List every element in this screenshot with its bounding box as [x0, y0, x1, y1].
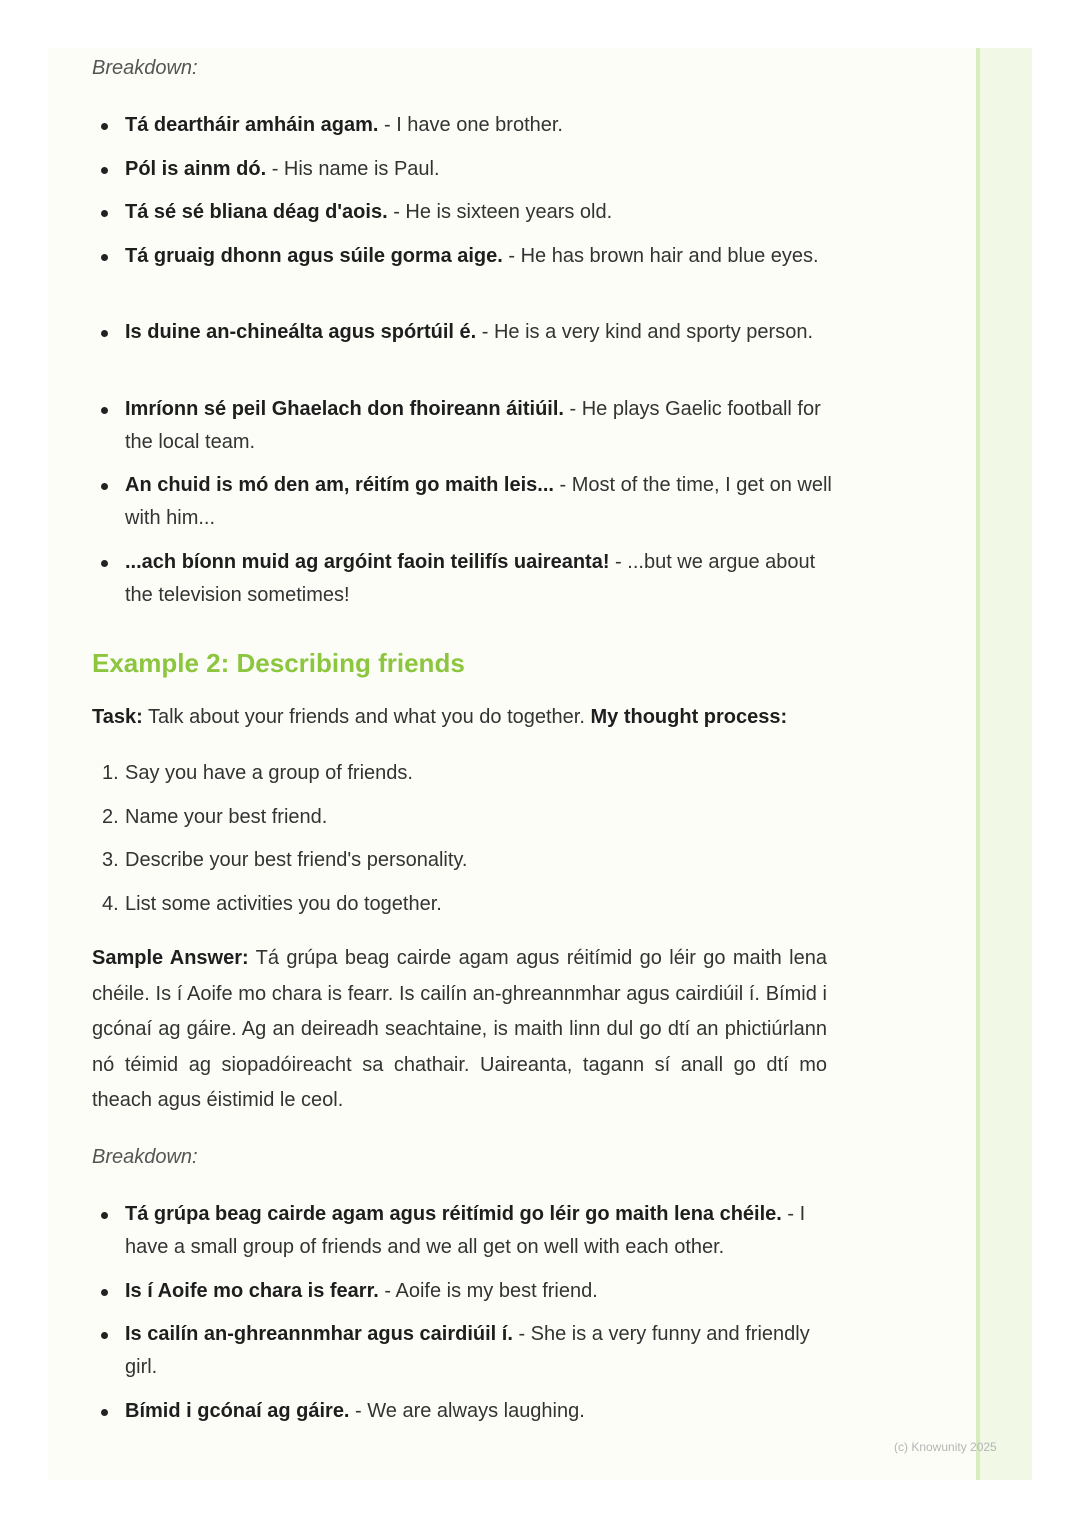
step-number: 4. [102, 892, 119, 915]
irish-phrase: An chuid is mó den am, réitím go maith leis... [125, 474, 554, 496]
sample-answer-paragraph [92, 941, 827, 1119]
list-item [92, 757, 832, 801]
english-translation: - We are always laughing. [349, 1399, 585, 1422]
english-translation: - She is a very funny and friendly girl. [125, 1323, 810, 1378]
list-item [92, 316, 832, 393]
english-translation: - He has brown hair and blue eyes. [502, 244, 819, 267]
thought-process-label: My thought process: [590, 706, 788, 728]
list-item [92, 109, 832, 153]
list-item [92, 1275, 832, 1319]
english-translation: - His name is Paul. [266, 157, 440, 180]
irish-phrase: Imríonn sé peil Ghaelach don fhoireann áitiúil. [125, 397, 564, 420]
list-item [92, 1198, 832, 1275]
english-translation: - Aoife is my best friend. [378, 1279, 598, 1302]
task-text: Talk about your friends and what you do together. [142, 706, 591, 728]
english-translation: - ...but we argue about the television sometimes! [125, 550, 816, 606]
list-item [92, 546, 832, 612]
step-text: Say you have a group of friends. [125, 762, 413, 784]
irish-phrase: ...ach bíonn muid ag argóint faoin teilifís uaireanta! [125, 550, 610, 573]
irish-phrase: Tá deartháir amháin agam. [125, 114, 379, 136]
thought-process-list [92, 757, 832, 931]
list-item [92, 393, 832, 470]
list-item [92, 240, 832, 317]
list-item [92, 801, 832, 845]
irish-phrase: Is í Aoife mo chara is fearr. [125, 1279, 379, 1302]
irish-phrase: Tá sé sé bliana déag d'aois. [125, 201, 388, 223]
task-label: Task: [92, 706, 143, 728]
side-margin-strip [976, 48, 1032, 1480]
list-item [92, 1318, 832, 1395]
breakdown-list-2 [92, 1198, 832, 1435]
copyright-footer: (c) Knowunity 2025 [894, 1440, 997, 1454]
breakdown-label: Breakdown: [92, 1146, 198, 1168]
list-item [92, 844, 832, 888]
side-margin-line [976, 48, 980, 1480]
step-text: List some activities you do together. [125, 892, 442, 915]
step-number: 3. [102, 849, 119, 871]
document-page [48, 48, 1032, 1480]
list-item [92, 1395, 832, 1435]
step-number: 1. [102, 762, 119, 784]
step-number: 2. [102, 805, 119, 828]
task-paragraph [92, 701, 832, 734]
irish-phrase: Bímid i gcónaí ag gáire. [125, 1399, 350, 1422]
breakdown-list-1 [92, 109, 832, 612]
sample-answer-label: Sample Answer: [92, 947, 249, 969]
english-translation: - I have one brother. [378, 114, 563, 136]
irish-phrase: Tá gruaig dhonn agus súile gorma aige. [125, 244, 503, 267]
irish-phrase: Pól is ainm dó. [125, 157, 267, 180]
list-item [92, 153, 832, 197]
sample-answer-text: Tá grúpa beag cairde agam agus réitímid go léir go maith lena chéile. Is í Aoife mo chara is fearr. Is cailín an-ghreannmhar agus cairdiúil í. Bímid i gcónaí ag gáire. Ag an deireadh seachtaine, is maith linn dul go dtí an phictiúrlann nó téimid ag siopadóireacht sa chathair. Uaireanta, tagann sí anall go dtí mo theach agus éistimid le ceol. [92, 947, 827, 1111]
irish-phrase: Is duine an-chineálta agus spórtúil é. [125, 321, 477, 343]
irish-phrase: Tá grúpa beag cairde agam agus réitímid go léir go maith lena chéile. [125, 1203, 782, 1225]
english-translation: - Most of the time, I get on well with him... [125, 474, 832, 529]
step-text: Describe your best friend's personality. [125, 849, 468, 871]
english-translation: - I have a small group of friends and we all get on well with each other. [125, 1203, 806, 1258]
irish-phrase: Is cailín an-ghreannmhar agus cairdiúil í. [125, 1323, 513, 1345]
breakdown-label: Breakdown: [92, 57, 198, 79]
list-item [92, 196, 832, 240]
english-translation: - He is sixteen years old. [387, 201, 613, 223]
english-translation: - He is a very kind and sporty person. [476, 321, 814, 343]
section-heading: Example 2: Describing friends [92, 648, 465, 678]
list-item [92, 469, 832, 546]
step-text: Name your best friend. [125, 805, 328, 828]
list-item [92, 888, 832, 932]
english-translation: - He plays Gaelic football for the local team. [125, 397, 821, 453]
